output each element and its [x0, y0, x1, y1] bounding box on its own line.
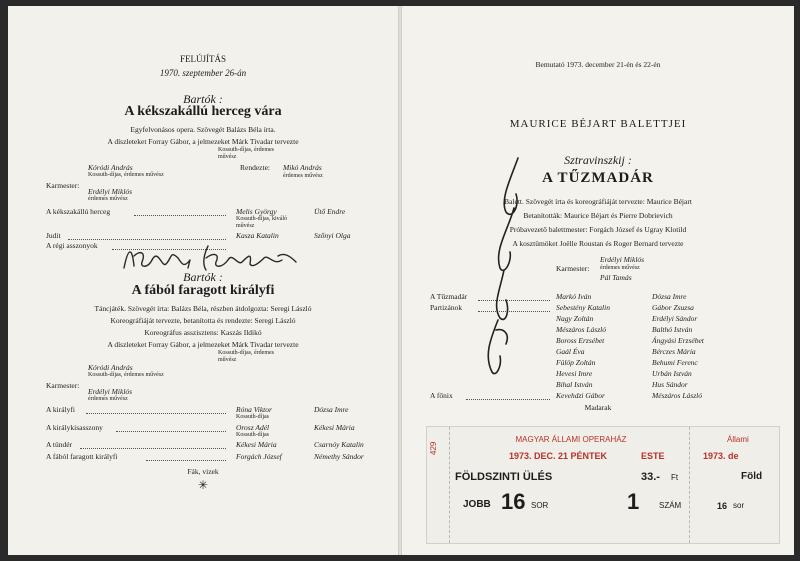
credit-1: Balett. Szövegét írta és koreográfiáját tervezte: Maurice Béjart: [504, 197, 692, 206]
credit-3: Próbavezető balettmester: Forgách József és Ugray Klotild: [509, 225, 687, 234]
ballet-role-3: A tündér: [46, 440, 73, 449]
ballet-composer: Bartók :: [183, 270, 223, 284]
ticket-seat-label: SZÁM: [659, 501, 682, 510]
ticket-perforation: [689, 427, 691, 543]
ticket-row-label: SOR: [531, 501, 549, 510]
ballet-role-3-cast2: Csarnóy Katalin: [314, 440, 364, 449]
revival-date: 1970. szeptember 26-án: [159, 68, 247, 78]
firebird-cast2: Gábor Zsuzsa: [652, 303, 694, 312]
firebird-role-name: A főnix: [430, 391, 453, 400]
ticket-stub-section: Föld: [741, 471, 763, 482]
firebird-cast1: Boross Erzsébet: [556, 336, 605, 345]
firebird-cast1: Markó Iván: [556, 292, 592, 301]
firebird-cast1: Kevehdzi Gábor: [556, 391, 605, 400]
firebird-cast1: Bihal István: [556, 380, 593, 389]
opera-director-name: Mikó András: [283, 163, 322, 172]
ballet-role-1-cast1: Róna Viktor: [236, 405, 272, 414]
premiere-date: Bemutató 1973. december 21-én és 22-én: [535, 60, 661, 69]
ticket-seat: 1: [627, 489, 640, 514]
opera-role-2: Judit: [46, 231, 61, 240]
firebird-cast2: Hus Sándor: [652, 380, 688, 389]
firebird-conductor-label: Karmester:: [556, 264, 590, 273]
firebird-cast2: Behumi Ferenc: [652, 358, 698, 367]
ballet-role-2: A királykisasszony: [46, 423, 103, 432]
opera-director-note: érdemes művész: [283, 173, 323, 179]
opera-role-2-cast1: Kasza Katalin: [236, 231, 279, 240]
ballet-role-1-note: Kossuth-díjas: [236, 414, 269, 420]
firebird-cast2: Balthó István: [652, 325, 693, 334]
ballet-line2: Koreográfiáját tervezte, betanította és rendezte: Seregi László: [110, 316, 296, 325]
ticket-stub-date: 1973. de: [703, 451, 739, 461]
ticket-house: MAGYAR ÁLLAMI OPERAHÁZ: [515, 435, 627, 444]
firebird-role-name: A Tűzmadár: [430, 292, 468, 301]
opera-conductor1: Kóródi András: [88, 163, 133, 172]
firebird-cast2: Ángyási Erzsébet: [652, 336, 704, 345]
firebird-conductor2: Pál Tamás: [600, 273, 632, 282]
dot-leader: [86, 413, 226, 414]
opera-title: A kékszakállú herceg vára: [124, 104, 282, 119]
dot-leader: [116, 431, 226, 432]
firebird-cast2: Mészáros László: [652, 391, 702, 400]
opera-conductor2-note: érdemes művész: [88, 196, 128, 202]
dot-leader: [146, 460, 226, 461]
ticket-section: FÖLDSZINTI ÜLÉS: [455, 471, 553, 483]
ballet-line3: Koreográfus asszisztens: Kaszás Ildikó: [144, 328, 262, 337]
birds-label: Madarak: [584, 403, 612, 412]
dot-leader: [134, 215, 226, 216]
ticket-stub-number: 429: [429, 441, 438, 455]
firebird-composer: Sztravinszkij :: [564, 153, 632, 167]
ticket-session: ESTE: [641, 451, 665, 461]
firebird-cast2: Dózsa Imre: [652, 292, 687, 301]
opera-role-1-note: Kossuth-díjas, kiváló művész: [236, 216, 287, 229]
ballet-role-4-cast2: Némethy Sándor: [314, 452, 364, 461]
ballet-title: A fából faragott királyfi: [131, 283, 275, 298]
firebird-cast1: Hevesi Imre: [556, 369, 593, 378]
firebird-cast1: Nagy Zoltán: [556, 314, 594, 323]
ballet-line1: Táncjáték. Szövegét írta: Balázs Béla, részben átdolgozta: Seregi László: [94, 304, 312, 313]
credit-2: Betanították: Maurice Béjart és Pierre Dobrievich: [523, 211, 673, 220]
ballet-line4: A díszleteket Forray Gábor, a jelmezeket Márk Tivadar tervezte: [107, 340, 299, 349]
ballet-footer: Fák, vizek: [187, 467, 219, 476]
ballet-role-2-note: Kossuth-díjas: [236, 432, 269, 438]
firebird-conductor1-note: érdemes művész: [600, 265, 640, 271]
ballet-role-4-cast1: Forgách József: [236, 452, 282, 461]
star-ornament: ✳: [197, 478, 209, 492]
opera-role-2-cast2: Szőnyi Olga: [314, 231, 351, 240]
firebird-role-name: Partizánok: [430, 303, 463, 312]
opera-composer: Bartók :: [183, 92, 223, 106]
ticket-stub-row-label: sor: [733, 501, 745, 510]
opera-role-1-cast1: Melis György: [236, 207, 277, 216]
opera-role-3: A régi asszonyok: [46, 241, 98, 250]
opera-line2: A díszleteket Forray Gábor, a jelmezeket Márk Tivadar tervezte: [107, 137, 299, 146]
firebird-cast1: Fülöp Zoltán: [556, 358, 596, 367]
opera-line1: Egyfelvonásos opera. Szövegét Balázs Béla írta.: [130, 125, 276, 134]
ticket-stub-house: Állami: [727, 435, 749, 444]
firebird-title: A TŰZMADÁR: [542, 170, 654, 186]
opera-conductor1-note: Kossuth-díjas, érdemes művész: [88, 172, 164, 178]
ballet-role-2-cast1: Orosz Adél: [236, 423, 270, 432]
opera-conductor2: Erdélyi Miklós: [88, 187, 133, 196]
firebird-cast2: Erdélyi Sándor: [652, 314, 698, 323]
firebird-cast1: Gaál Éva: [556, 347, 585, 356]
ticket-perforation: [449, 427, 451, 543]
dot-leader: [466, 399, 550, 400]
company-name: MAURICE BÉJART BALETTJEI: [509, 118, 687, 130]
ballet-role-1: A királyfi: [46, 405, 75, 414]
revival-header: FELÚJÍTÁS: [179, 54, 226, 64]
opera-designer-note: Kossuth-díjas, érdemes művész: [218, 147, 274, 160]
opera-conductor-label: Karmester:: [46, 181, 80, 190]
ticket-side: JOBB: [463, 499, 491, 510]
ticket-currency: Ft: [671, 473, 679, 482]
ticket-date: 1973. DEC. 21 PÉNTEK: [509, 451, 608, 461]
ballet-role-1-cast2: Dózsa Imre: [314, 405, 349, 414]
ballet-conductor2: Erdélyi Miklós: [88, 387, 133, 396]
ballet-role-2-cast2: Kékesi Mária: [314, 423, 355, 432]
ballet-conductor1-note: Kossuth-díjas, érdemes művész: [88, 372, 164, 378]
firebird-cast1: Sebestény Katalin: [556, 303, 610, 312]
ballet-role-4: A fából faragott királyfi: [46, 452, 118, 461]
firebird-conductor1: Erdélyi Miklós: [600, 255, 645, 264]
dot-leader: [80, 448, 226, 449]
ballet-conductor1: Kóródi András: [88, 363, 133, 372]
firebird-cast2: Urbán István: [652, 369, 692, 378]
ballet-designer-note: Kossuth-díjas, érdemes művész: [218, 350, 274, 363]
opera-ticket: [426, 426, 780, 544]
ballet-conductor2-note: érdemes művész: [88, 396, 128, 402]
ballet-role-3-cast1: Kékesi Mária: [236, 440, 277, 449]
opera-role-1: A kékszakállú herceg: [46, 207, 111, 216]
ticket-stub-row: 16: [717, 501, 728, 511]
firebird-cast1: Mészáros László: [556, 325, 606, 334]
handwritten-signature-right: [470, 150, 540, 390]
firebird-cast2: Bérczes Mária: [652, 347, 696, 356]
ballet-conductor-label: Karmester:: [46, 381, 80, 390]
opera-director-label: Rendezte:: [240, 163, 270, 172]
ticket-row: 16: [501, 489, 526, 514]
ticket-price: 33.-: [641, 471, 660, 483]
opera-role-1-cast2: Ütő Endre: [314, 207, 346, 216]
credit-4: A kosztümöket Joëlle Roustan és Roger Bernard tervezte: [512, 239, 684, 248]
